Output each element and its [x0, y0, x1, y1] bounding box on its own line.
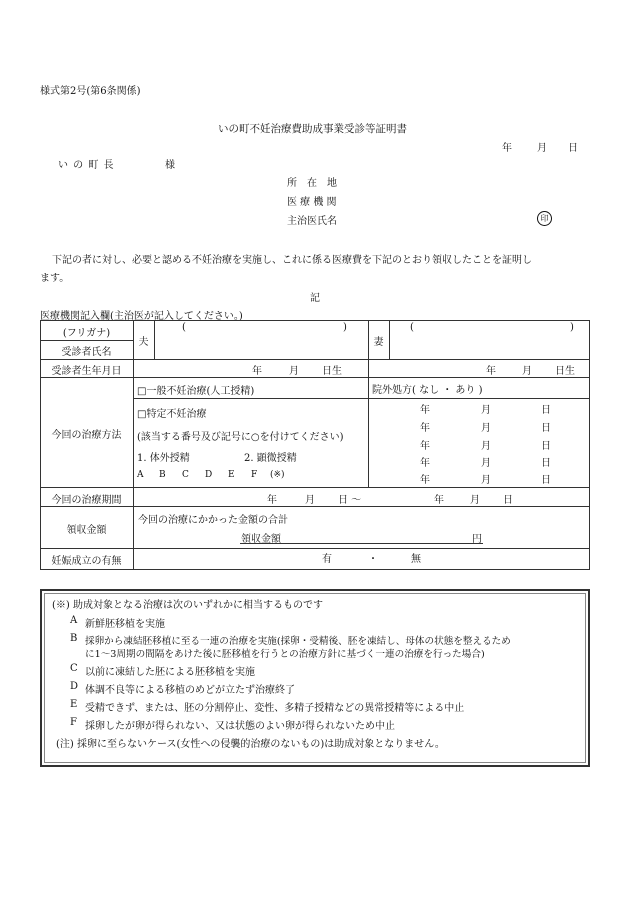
- note-key-c: C: [70, 663, 78, 674]
- pregnancy-yes[interactable]: 有: [322, 554, 332, 565]
- letter-e[interactable]: E: [228, 470, 235, 480]
- statement-line1: 下記の者に対し、必要と認める不妊治療を実施し、これに係る医療費を下記のとおり領収したことを証明し: [52, 255, 532, 266]
- husband-birth-month: 月: [289, 366, 299, 377]
- row-divider: [368, 398, 590, 399]
- option-icsi[interactable]: 2. 顕微授精: [244, 453, 297, 464]
- rx-day: 日: [541, 423, 551, 434]
- notes-footnote: (注) 採卵に至らないケース(女性への侵襲的治療のないもの)は助成対象となりません。: [56, 739, 445, 750]
- note-key-a: A: [70, 615, 78, 626]
- page-title: いの町不妊治療費助成事業受診等証明書: [218, 123, 407, 135]
- amount-sum-label: 今回の治療にかかった金額の合計: [138, 515, 288, 526]
- row-divider: [133, 398, 368, 399]
- seal-mark: 印: [537, 211, 552, 226]
- rx-month: 月: [481, 458, 491, 469]
- amount-receipt-label: 領収金額: [241, 534, 281, 545]
- note-text-b: 採卵から凍結胚移植に至る一連の治療を実施(採卵・受精後、胚を凍結し、母体の状態を整えるため: [85, 636, 511, 647]
- wife-birth-day: 日生: [555, 366, 575, 377]
- statement-line2: ます。: [40, 273, 70, 284]
- method-label: 今回の治療方法: [51, 430, 122, 441]
- rx-month: 月: [481, 405, 491, 416]
- amount-yen: 円: [472, 534, 482, 545]
- rx-year: 年: [420, 441, 430, 452]
- pregnancy-separator: ・: [368, 554, 378, 565]
- note-text-c: 以前に凍結した胚による胚移植を実施: [85, 667, 255, 678]
- period-start-month: 月: [305, 495, 315, 506]
- husband-birth-year: 年: [252, 366, 262, 377]
- letter-c[interactable]: C: [182, 470, 189, 480]
- addressee-sama: 様: [165, 160, 175, 171]
- col-divider: [154, 320, 155, 359]
- note-key-e: E: [70, 699, 78, 710]
- patient-name-label: 受診者氏名: [61, 347, 112, 358]
- husband-birth-day: 日生: [322, 366, 342, 377]
- rx-year: 年: [420, 458, 430, 469]
- letter-note: (※): [270, 470, 285, 480]
- birthdate-label: 受診者生年月日: [51, 366, 122, 377]
- husband-paren-close: ): [343, 322, 347, 333]
- pregnancy-label: 妊娠成立の有無: [51, 556, 122, 567]
- period-end-day: 日: [503, 495, 513, 506]
- date-year: 年: [502, 143, 512, 154]
- note-text-a: 新鮮胚移植を実施: [85, 619, 165, 630]
- period-end-year: 年: [434, 495, 444, 506]
- letter-d[interactable]: D: [205, 470, 213, 480]
- wife-paren-close: ): [570, 322, 574, 333]
- amount-label: 領収金額: [66, 525, 107, 536]
- rx-year: 年: [420, 475, 430, 486]
- pregnancy-no[interactable]: 無: [411, 554, 421, 565]
- address-label: 所 在 地: [287, 178, 337, 189]
- letter-f[interactable]: F: [251, 470, 258, 480]
- row-divider: [40, 340, 133, 341]
- col-divider: [133, 320, 134, 570]
- note-text-d: 体調不良等による移植のめどが立たず治療終了: [85, 685, 295, 696]
- amount-underline: [240, 543, 483, 544]
- furigana-label: (フリガナ): [62, 328, 111, 339]
- section-label: 医療機関記入欄(主治医が記入してください。): [40, 311, 243, 322]
- rx-year: 年: [420, 405, 430, 416]
- husband-label: 夫: [138, 337, 149, 348]
- husband-paren-open: (: [182, 322, 186, 333]
- outside-prescription[interactable]: 院外処方( なし ・ あり ): [372, 385, 483, 396]
- row-divider: [40, 377, 590, 378]
- date-month: 月: [537, 143, 547, 154]
- period-start-day: 日 〜: [338, 495, 362, 506]
- note-key-d: D: [70, 681, 79, 692]
- form-number: 様式第2号(第6条関係): [40, 86, 141, 97]
- period-start-year: 年: [267, 495, 277, 506]
- doctor-label: 主治医氏名: [287, 216, 337, 227]
- rx-day: 日: [541, 458, 551, 469]
- wife-birth-month: 月: [522, 366, 532, 377]
- wife-paren-open: (: [410, 322, 414, 333]
- note-text-f: 採卵したが卵が得られない、又は状態のよい卵が得られないため中止: [85, 721, 395, 732]
- note-text-e: 受精できず、または、胚の分割停止、変性、多精子授精などの異常授精等による中止: [85, 703, 465, 714]
- rx-month: 月: [481, 475, 491, 486]
- period-end-month: 月: [470, 495, 480, 506]
- note-text-b2: に1〜3周期の間隔をあけた後に胚移植を行うとの治療方針に基づく一連の治療を行った場合): [85, 649, 485, 660]
- addressee: い の 町 長: [58, 160, 115, 171]
- wife-label: 妻: [373, 337, 384, 348]
- notes-head: (※) 助成対象となる治療は次のいずれかに相当するものです: [52, 600, 323, 611]
- letter-b[interactable]: B: [159, 470, 166, 480]
- row-divider: [40, 487, 590, 488]
- option-ivf[interactable]: 1. 体外授精: [137, 453, 190, 464]
- general-treatment-checkbox[interactable]: □一般不妊治療(人工授精): [137, 386, 255, 397]
- ki-label: 記: [310, 293, 320, 304]
- letter-a[interactable]: A: [137, 470, 144, 480]
- specific-note: (該当する番号及び記号に○を付けてください): [137, 432, 344, 443]
- note-key-f: F: [70, 717, 77, 728]
- period-label: 今回の治療期間: [51, 495, 122, 506]
- note-key-b: B: [70, 633, 78, 644]
- rx-month: 月: [481, 423, 491, 434]
- date-day: 日: [568, 143, 578, 154]
- row-divider: [40, 506, 590, 507]
- specific-treatment-checkbox[interactable]: □特定不妊治療: [137, 409, 207, 420]
- row-divider: [40, 548, 590, 549]
- rx-day: 日: [541, 441, 551, 452]
- wife-birth-year: 年: [486, 366, 496, 377]
- rx-day: 日: [541, 475, 551, 486]
- col-divider: [389, 320, 390, 359]
- rx-month: 月: [481, 441, 491, 452]
- rx-day: 日: [541, 405, 551, 416]
- institution-label: 医 療 機 関: [287, 197, 337, 208]
- rx-year: 年: [420, 423, 430, 434]
- row-divider: [40, 359, 590, 360]
